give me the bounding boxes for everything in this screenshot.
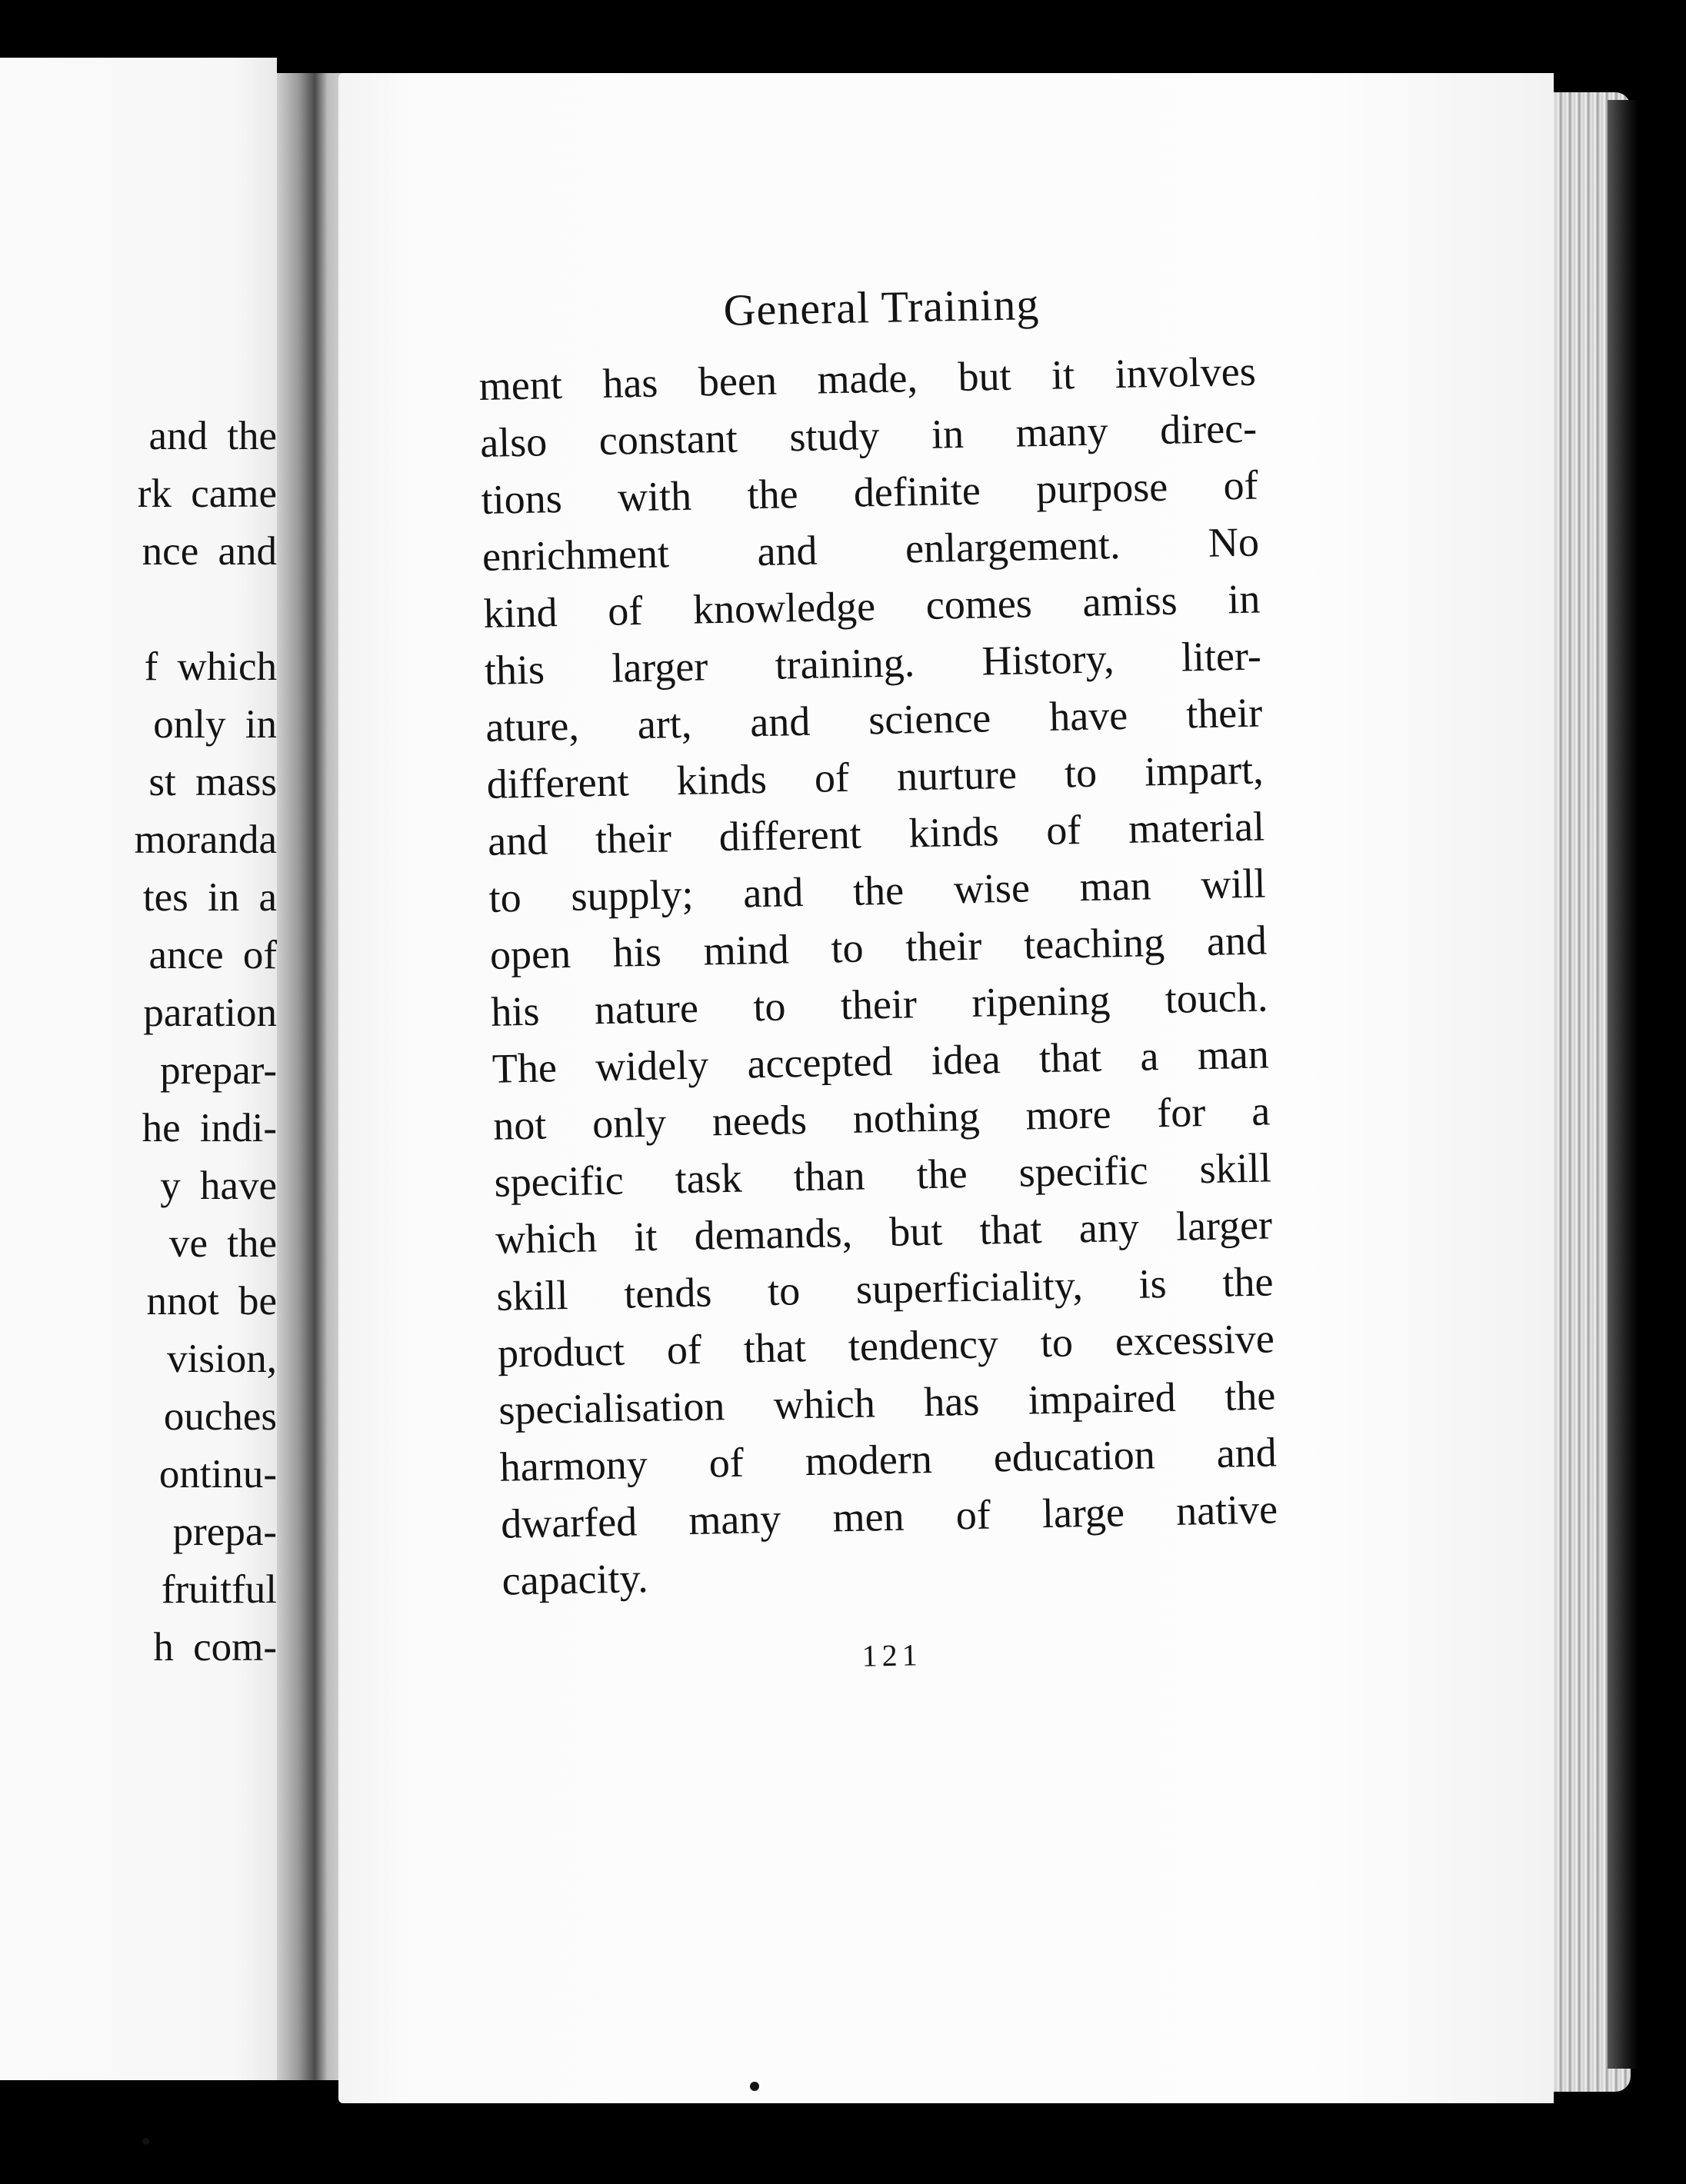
text-line: product of that tendency to excessive xyxy=(497,1315,1275,1377)
left-page-text xyxy=(0,408,277,1676)
left-line: prepa- xyxy=(172,1510,277,1554)
left-page xyxy=(0,58,277,2080)
text-line: dwarfed many men of large native xyxy=(500,1486,1278,1547)
text-line: his nature to their ripening touch. xyxy=(490,974,1268,1035)
left-line-gap xyxy=(0,581,277,638)
text-line: which it demands, but that any larger xyxy=(495,1201,1273,1263)
left-line: tes in a xyxy=(142,875,277,920)
text-line: to supply; and the wise man will xyxy=(488,860,1266,921)
text-line: this larger training. History, liter- xyxy=(484,632,1262,694)
text-line: open his mind to their teaching and xyxy=(489,917,1268,978)
left-line: moranda xyxy=(134,817,277,862)
text-line: and their different kinds of material xyxy=(487,803,1265,864)
left-line: paration xyxy=(143,990,277,1035)
text-line: skill tends to superficiality, is the xyxy=(495,1258,1274,1320)
left-line: prepar- xyxy=(160,1048,277,1093)
left-line: nnot be xyxy=(146,1279,277,1323)
left-line: rk came xyxy=(137,471,277,516)
left-line: he indi- xyxy=(142,1106,277,1150)
right-page-content xyxy=(477,258,1281,1681)
text-line: not only needs nothing more for a xyxy=(492,1087,1271,1149)
text-line: kind of knowledge comes amiss in xyxy=(482,575,1261,637)
left-line: ance of xyxy=(148,933,277,977)
left-line: only in xyxy=(153,702,277,747)
scan-speck xyxy=(142,2138,149,2145)
left-line: f which xyxy=(144,644,277,689)
book-cover-edge xyxy=(1608,100,1638,2069)
left-line: vision, xyxy=(167,1337,277,1381)
left-line: y have xyxy=(160,1164,277,1208)
text-line: different kinds of nurture to impart, xyxy=(486,746,1264,807)
text-line: enrichment and enlargement. No xyxy=(481,518,1260,580)
text-line: The widely accepted idea that a man xyxy=(491,1030,1270,1092)
left-line: ve the xyxy=(168,1221,277,1266)
left-line: and the xyxy=(148,414,277,458)
text-line: harmony of modern education and xyxy=(499,1429,1278,1490)
left-line: ouches xyxy=(163,1394,277,1439)
text-line: specialisation which has impaired the xyxy=(498,1372,1276,1433)
body-text xyxy=(478,343,1279,1610)
scan-speck xyxy=(750,2082,759,2091)
left-line: st mass xyxy=(148,760,277,804)
left-line: ontinu- xyxy=(158,1452,277,1497)
left-line: fruitful xyxy=(161,1567,277,1612)
left-line: nce and xyxy=(142,529,277,574)
running-head: General Training xyxy=(723,278,1040,335)
text-line: also constant study in many direc- xyxy=(479,405,1258,466)
text-line: specific task than the specific skill xyxy=(494,1144,1272,1206)
left-line: h com- xyxy=(153,1625,277,1670)
text-line: tions with the definite purpose of xyxy=(481,461,1259,523)
text-line: ature, art, and science have their xyxy=(485,689,1263,751)
text-line: ment has been made, but it involves xyxy=(478,348,1257,409)
text-line: capacity. xyxy=(501,1555,649,1604)
page-number: 121 xyxy=(861,1637,923,1673)
